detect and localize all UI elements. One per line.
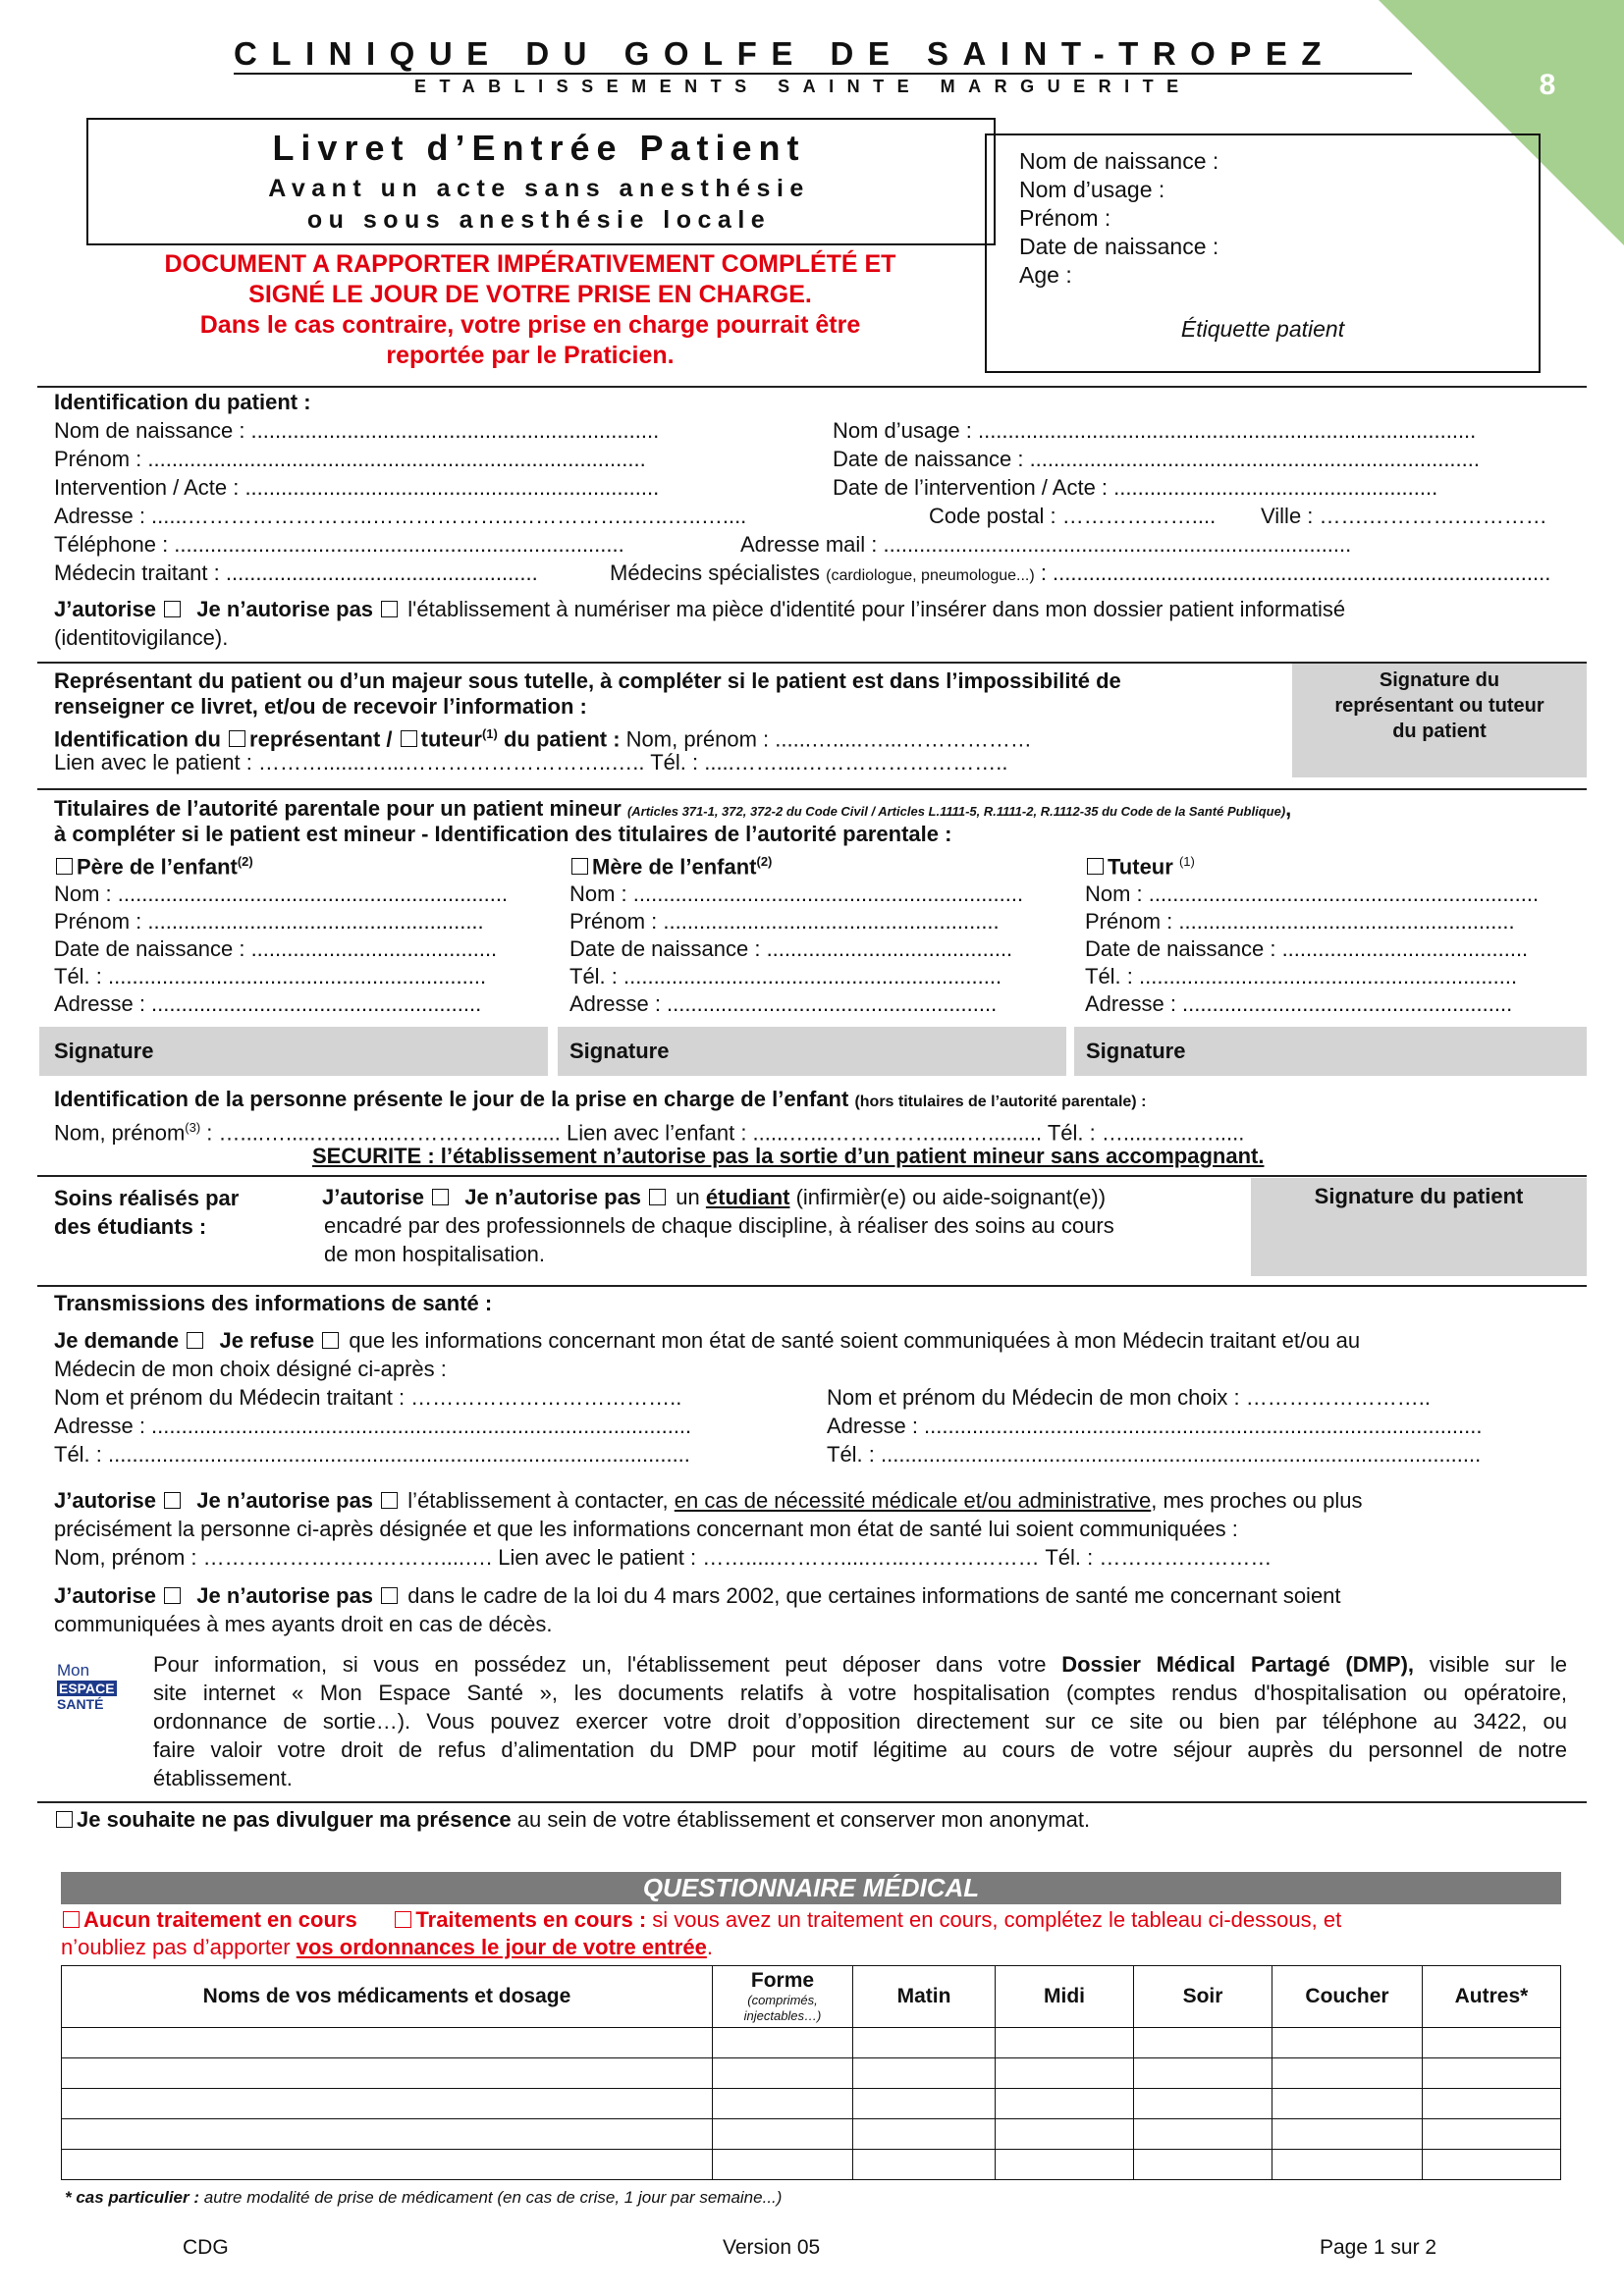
transmissions-consent: Je demande Je refuse que les informations concernant mon état de santé soient communiquées à mon Médecin traitant et/ou au (54, 1328, 1361, 1353)
code-postal-field[interactable]: Code postal : ……………….... (929, 504, 1217, 528)
representant-checkbox[interactable] (229, 730, 245, 747)
father-nom-field[interactable]: Nom : ................................................................. (54, 881, 509, 907)
medecin-choix-tel-field[interactable]: Tél. : .................................................................................................... (827, 1442, 1482, 1467)
refuse-deces-checkbox[interactable] (381, 1587, 398, 1604)
autorise-contact-checkbox[interactable] (164, 1492, 181, 1509)
representant-heading-1: Représentant du patient ou d’un majeur sous tutelle, à compléter si le patient est dans l’impossibilité de (54, 668, 1121, 693)
table-row (62, 2119, 1561, 2150)
deces-text-2: communiquées à mes ayants droit en cas de décès. (54, 1612, 553, 1636)
medecin-traitant-nom-field[interactable]: Nom et prénom du Médecin traitant : ……………………………….. (54, 1385, 682, 1410)
aucun-traitement-checkbox[interactable] (63, 1911, 80, 1928)
col-midi: Midi (996, 1966, 1134, 2028)
father-tel-field[interactable]: Tél. : ............................................................... (54, 964, 487, 989)
numerisation-consent-2: (identitovigilance). (54, 625, 229, 650)
father-dn-field[interactable]: Date de naissance : ......................................... (54, 936, 498, 962)
etudiants-signature-box[interactable]: Signature du patient (1251, 1178, 1587, 1276)
tuteur-adresse-field[interactable]: Adresse : ....................................................... (1085, 991, 1513, 1017)
father-prenom-field[interactable]: Prénom : ........................................................ (54, 909, 484, 934)
presence-heading: Identification de la personne présente le jour de la prise en charge de l’enfant (hors titulaires de l’autorité parentale) : (54, 1087, 1147, 1111)
col-medicaments: Noms de vos médicaments et dosage (62, 1966, 713, 2028)
tuteur-signature-box[interactable]: Signature (1074, 1027, 1587, 1076)
parental-heading-2: à compléter si le patient est mineur - Identification des titulaires de l’autorité parentale : (54, 822, 952, 846)
mon-espace-sante-logo: Mon ESPACE SANTÉ (57, 1661, 115, 1712)
col-autres: Autres* (1423, 1966, 1561, 2028)
mother-prenom-field[interactable]: Prénom : ........................................................ (569, 909, 1000, 934)
father-adresse-field[interactable]: Adresse : ....................................................... (54, 991, 482, 1017)
table-footnote: * cas particulier : autre modalité de prise de médicament (en cas de crise, 1 jour par semaine...) (65, 2188, 783, 2207)
clinic-group: ETABLISSEMENTS SAINTE MARGUERITE (414, 77, 1192, 96)
demande-checkbox[interactable] (187, 1332, 203, 1349)
col-matin: Matin (853, 1966, 996, 2028)
contact-text-2: précisément la personne ci-après désignée et que les informations concernant mon état de santé lui soient communiquées : (54, 1517, 1238, 1541)
col-soir: Soir (1134, 1966, 1272, 2028)
identification-heading: Identification du patient : (54, 390, 311, 414)
representant-nom-field[interactable]: Nom, prénom : ......….....…...……………… (625, 726, 1032, 752)
section-divider (37, 1801, 1587, 1803)
table-row (62, 2058, 1561, 2089)
medecin-traitant-tel-field[interactable]: Tél. : ................................................................................................. (54, 1442, 690, 1467)
transmissions-text-2: Médecin de mon choix désigné ci-après : (54, 1357, 447, 1381)
etudiants-label: Soins réalisés par des étudiants : (54, 1186, 240, 1239)
medecin-choix-adresse-field[interactable]: Adresse : ............................................................................................. (827, 1414, 1483, 1438)
date-intervention-field[interactable]: Date de l’intervention / Acte : ...................................................... (833, 475, 1438, 500)
medecin-choix-nom-field[interactable]: Nom et prénom du Médecin de mon choix : …………………….. (827, 1385, 1431, 1410)
mother-tel-field[interactable]: Tél. : ............................................................... (569, 964, 1002, 989)
contact-fields[interactable]: Nom, prénom : ……………………………....…. Lien avec le patient : …….....……….....…...……………… Tél. : …………………… (54, 1545, 1272, 1570)
tuteur-parent-checkbox[interactable] (1087, 858, 1104, 875)
anonymat-checkbox[interactable] (56, 1811, 73, 1828)
ville-field[interactable]: Ville : …….………….………… (1261, 504, 1547, 528)
tuteur-tel-field[interactable]: Tél. : ............................................................... (1085, 964, 1518, 989)
page-subtitle-1: Avant un acte sans anesthésie (268, 175, 810, 202)
mother-adresse-field[interactable]: Adresse : ....................................................... (569, 991, 998, 1017)
refuse-numerisation-checkbox[interactable] (381, 601, 398, 617)
mother-checkbox[interactable] (571, 858, 588, 875)
representant-lien-field[interactable]: Lien avec le patient : ……….......…...………………………..….. Tél. : .....……....……………………….. (54, 750, 1008, 774)
nom-usage-field[interactable]: Nom d’usage : ................................................................................... (833, 418, 1477, 443)
medecin-traitant-field[interactable]: Médecin traitant : .................................................... (54, 561, 538, 585)
section-divider (37, 1285, 1587, 1287)
representant-heading-2: renseigner ce livret, et/ou de recevoir l’information : (54, 694, 587, 719)
header-rule (234, 73, 1412, 75)
refuse-checkbox[interactable] (322, 1332, 339, 1349)
traitements-en-cours-checkbox[interactable] (395, 1911, 411, 1928)
tuteur-nom-field[interactable]: Nom : ................................................................. (1085, 881, 1540, 907)
refuse-contact-checkbox[interactable] (381, 1492, 398, 1509)
medication-table (61, 1965, 1561, 2180)
tuteur-checkbox[interactable] (401, 730, 417, 747)
footer-left: CDG (183, 2236, 229, 2259)
section-divider (37, 386, 1587, 388)
patient-label-fields: Nom de naissance : Nom d’usage : Prénom : Date de naissance : Age : (1019, 148, 1219, 288)
tuteur-dn-field[interactable]: Date de naissance : ......................................... (1085, 936, 1529, 962)
patient-label-caption: Étiquette patient (1180, 316, 1345, 342)
autorise-numerisation-checkbox[interactable] (164, 601, 181, 617)
anonymat-option: Je souhaite ne pas divulguer ma présence au sein de votre établissement et conserver mon anonymat. (54, 1806, 1090, 1834)
table-row (62, 2028, 1561, 2058)
footer-version: Version 05 (723, 2236, 821, 2259)
page-title: Livret d’Entrée Patient (272, 128, 806, 168)
autorise-deces-checkbox[interactable] (164, 1587, 181, 1604)
parent-column-tuteur: Tuteur $^{(1)}$ Nom : ................................................................. Prénom : ........................................................ Date de naissance : ......................................... Tél. : ............................................................... Adresse : ....................................................... (1085, 854, 1540, 1017)
mother-signature-box[interactable]: Signature (558, 1027, 1066, 1076)
etudiants-text-3: de mon hospitalisation. (324, 1242, 546, 1266)
clinic-name: CLINIQUE DU GOLFE DE SAINT-TROPEZ (234, 35, 1336, 72)
traitement-options: Aucun traitement en cours Traitements en cours : si vous avez un traitement en cours, complétez le tableau ci-dessous, et (61, 1906, 1341, 1934)
prenom-field[interactable]: Prénom : ................................................................................... (54, 447, 646, 471)
col-forme: Forme (comprimés, injectables…) (713, 1966, 853, 2028)
warning-text: DOCUMENT A RAPPORTER IMPÉRATIVEMENT COMPLÉTÉ ET SIGNÉ LE JOUR DE VOTRE PRISE EN CHARGE. Dans le cas contraire, votre prise en charge pourrait être reportée par le Praticien. (164, 250, 896, 369)
representant-identification: Identification du représentant / tuteur$^{(1)}$ du patient : Nom, prénom : ......….....…...……………… (54, 726, 1032, 752)
transmissions-heading: Transmissions des informations de santé : (54, 1291, 493, 1315)
tuteur-prenom-field[interactable]: Prénom : ........................................................ (1085, 909, 1515, 934)
dmp-information: Pour information, si vous en possédez un, l'établissement peut déposer dans votre Dossier Médical Partagé (DMP), visible sur le site internet « Mon Espace Santé », les documents relatifs à votre hospitalisation (comptes rendus d'hospitalisation ou opératoire, ordonnance de sortie…). Vous pouvez exercer votre droit d’opposition directement sur ce site ou bien par téléphone au 3422, ou faire valoir votre droit de refus d’alimentation du DMP pour motif légitime au cours de votre séjour auprès du personnel de notre établissement. (153, 1652, 1567, 1790)
deces-consent: J’autorise Je n’autorise pas dans le cadre de la loi du 4 mars 2002, que certaines informations de santé me concernant soient (54, 1583, 1341, 1608)
traitement-text-2: n’oubliez pas d’apporter vos ordonnances le jour de votre entrée. (61, 1935, 713, 1959)
specialistes-field[interactable]: Médecins spécialistes (cardiologue, pneumologue...) : ................................................................................... (610, 561, 1551, 585)
medication-table-header (62, 1966, 1561, 2028)
refuse-etudiants-checkbox[interactable] (649, 1189, 666, 1205)
etudiants-text-2: encadré par des professionnels de chaque discipline, à réaliser des soins au cours (324, 1213, 1114, 1238)
col-coucher: Coucher (1272, 1966, 1423, 2028)
mail-field[interactable]: Adresse mail : .............................................................................. (740, 532, 1352, 557)
nom-naissance-field[interactable]: Nom de naissance : .................................................................... (54, 418, 660, 443)
etudiants-consent: J’autorise Je n’autorise pas un étudiant (infirmièr(e) ou aide-soignant(e)) (322, 1185, 1107, 1209)
representant-signature-box[interactable]: Signature du représentant ou tuteur du patient (1292, 664, 1587, 777)
section-divider (37, 1175, 1587, 1177)
numerisation-consent: J’autorise Je n’autorise pas l'établissement à numériser ma pièce d'identité pour l’insérer dans mon dossier patient informatisé (54, 597, 1346, 621)
medecin-traitant-adresse-field[interactable]: Adresse : .......................................................................................... (54, 1414, 692, 1438)
parent-column-father: Père de l’enfant$^{(2)}$ Nom : ................................................................. Prénom : ........................................................ Date de naissance : ......................................... Tél. : ............................................................... Adresse : ....................................................... (54, 854, 509, 1017)
contact-consent: J’autorise Je n’autorise pas l’établissement à contacter, en cas de nécessité médicale et/ou administrative, mes proches ou plus (54, 1488, 1363, 1513)
securite-notice: SECURITE : l’établissement n’autorise pas la sortie d’un patient mineur sans accompagnant. (312, 1144, 1265, 1168)
adresse-field[interactable]: Adresse : ......……………………..………………..……………..…..…..….... (54, 504, 747, 528)
father-checkbox[interactable] (56, 858, 73, 875)
parental-heading: Titulaires de l’autorité parentale pour un patient mineur (Articles 371-1, 372, 372-2 du Code Civil / Articles L.1111-5, R.1111-2, R.1112-35 du Code de la Santé Publique), (54, 796, 1292, 821)
intervention-field[interactable]: Intervention / Acte : ..................................................................... (54, 475, 660, 500)
father-signature-box[interactable]: Signature (39, 1027, 548, 1076)
table-row (62, 2089, 1561, 2119)
section-divider (37, 788, 1587, 790)
page-badge-number: 8 (1539, 69, 1556, 101)
autorise-etudiants-checkbox[interactable] (432, 1189, 449, 1205)
table-row (62, 2150, 1561, 2180)
footer-page-number: Page 1 sur 2 (1320, 2236, 1437, 2259)
page-subtitle-2: ou sous anesthésie locale (306, 206, 772, 234)
parent-column-mother: Mère de l’enfant$^{(2)}$ Nom : ................................................................. Prénom : ........................................................ Date de naissance : ......................................... Tél. : ............................................................... Adresse : ....................................................... (569, 854, 1024, 1017)
mother-nom-field[interactable]: Nom : ................................................................. (569, 881, 1024, 907)
telephone-field[interactable]: Téléphone : ........................................................................... (54, 532, 624, 557)
mother-dn-field[interactable]: Date de naissance : ......................................... (569, 936, 1013, 962)
date-naissance-field[interactable]: Date de naissance : ........................................................................... (833, 447, 1480, 471)
questionnaire-title: QUESTIONNAIRE MÉDICAL (61, 1872, 1561, 1904)
presence-fields[interactable]: Nom, prénom$^{(3)}$ : …....….....…...…...………………...... Lien avec l’enfant : ......…...…………….....…......... Tél. : ….....…...…..... (54, 1120, 1245, 1146)
